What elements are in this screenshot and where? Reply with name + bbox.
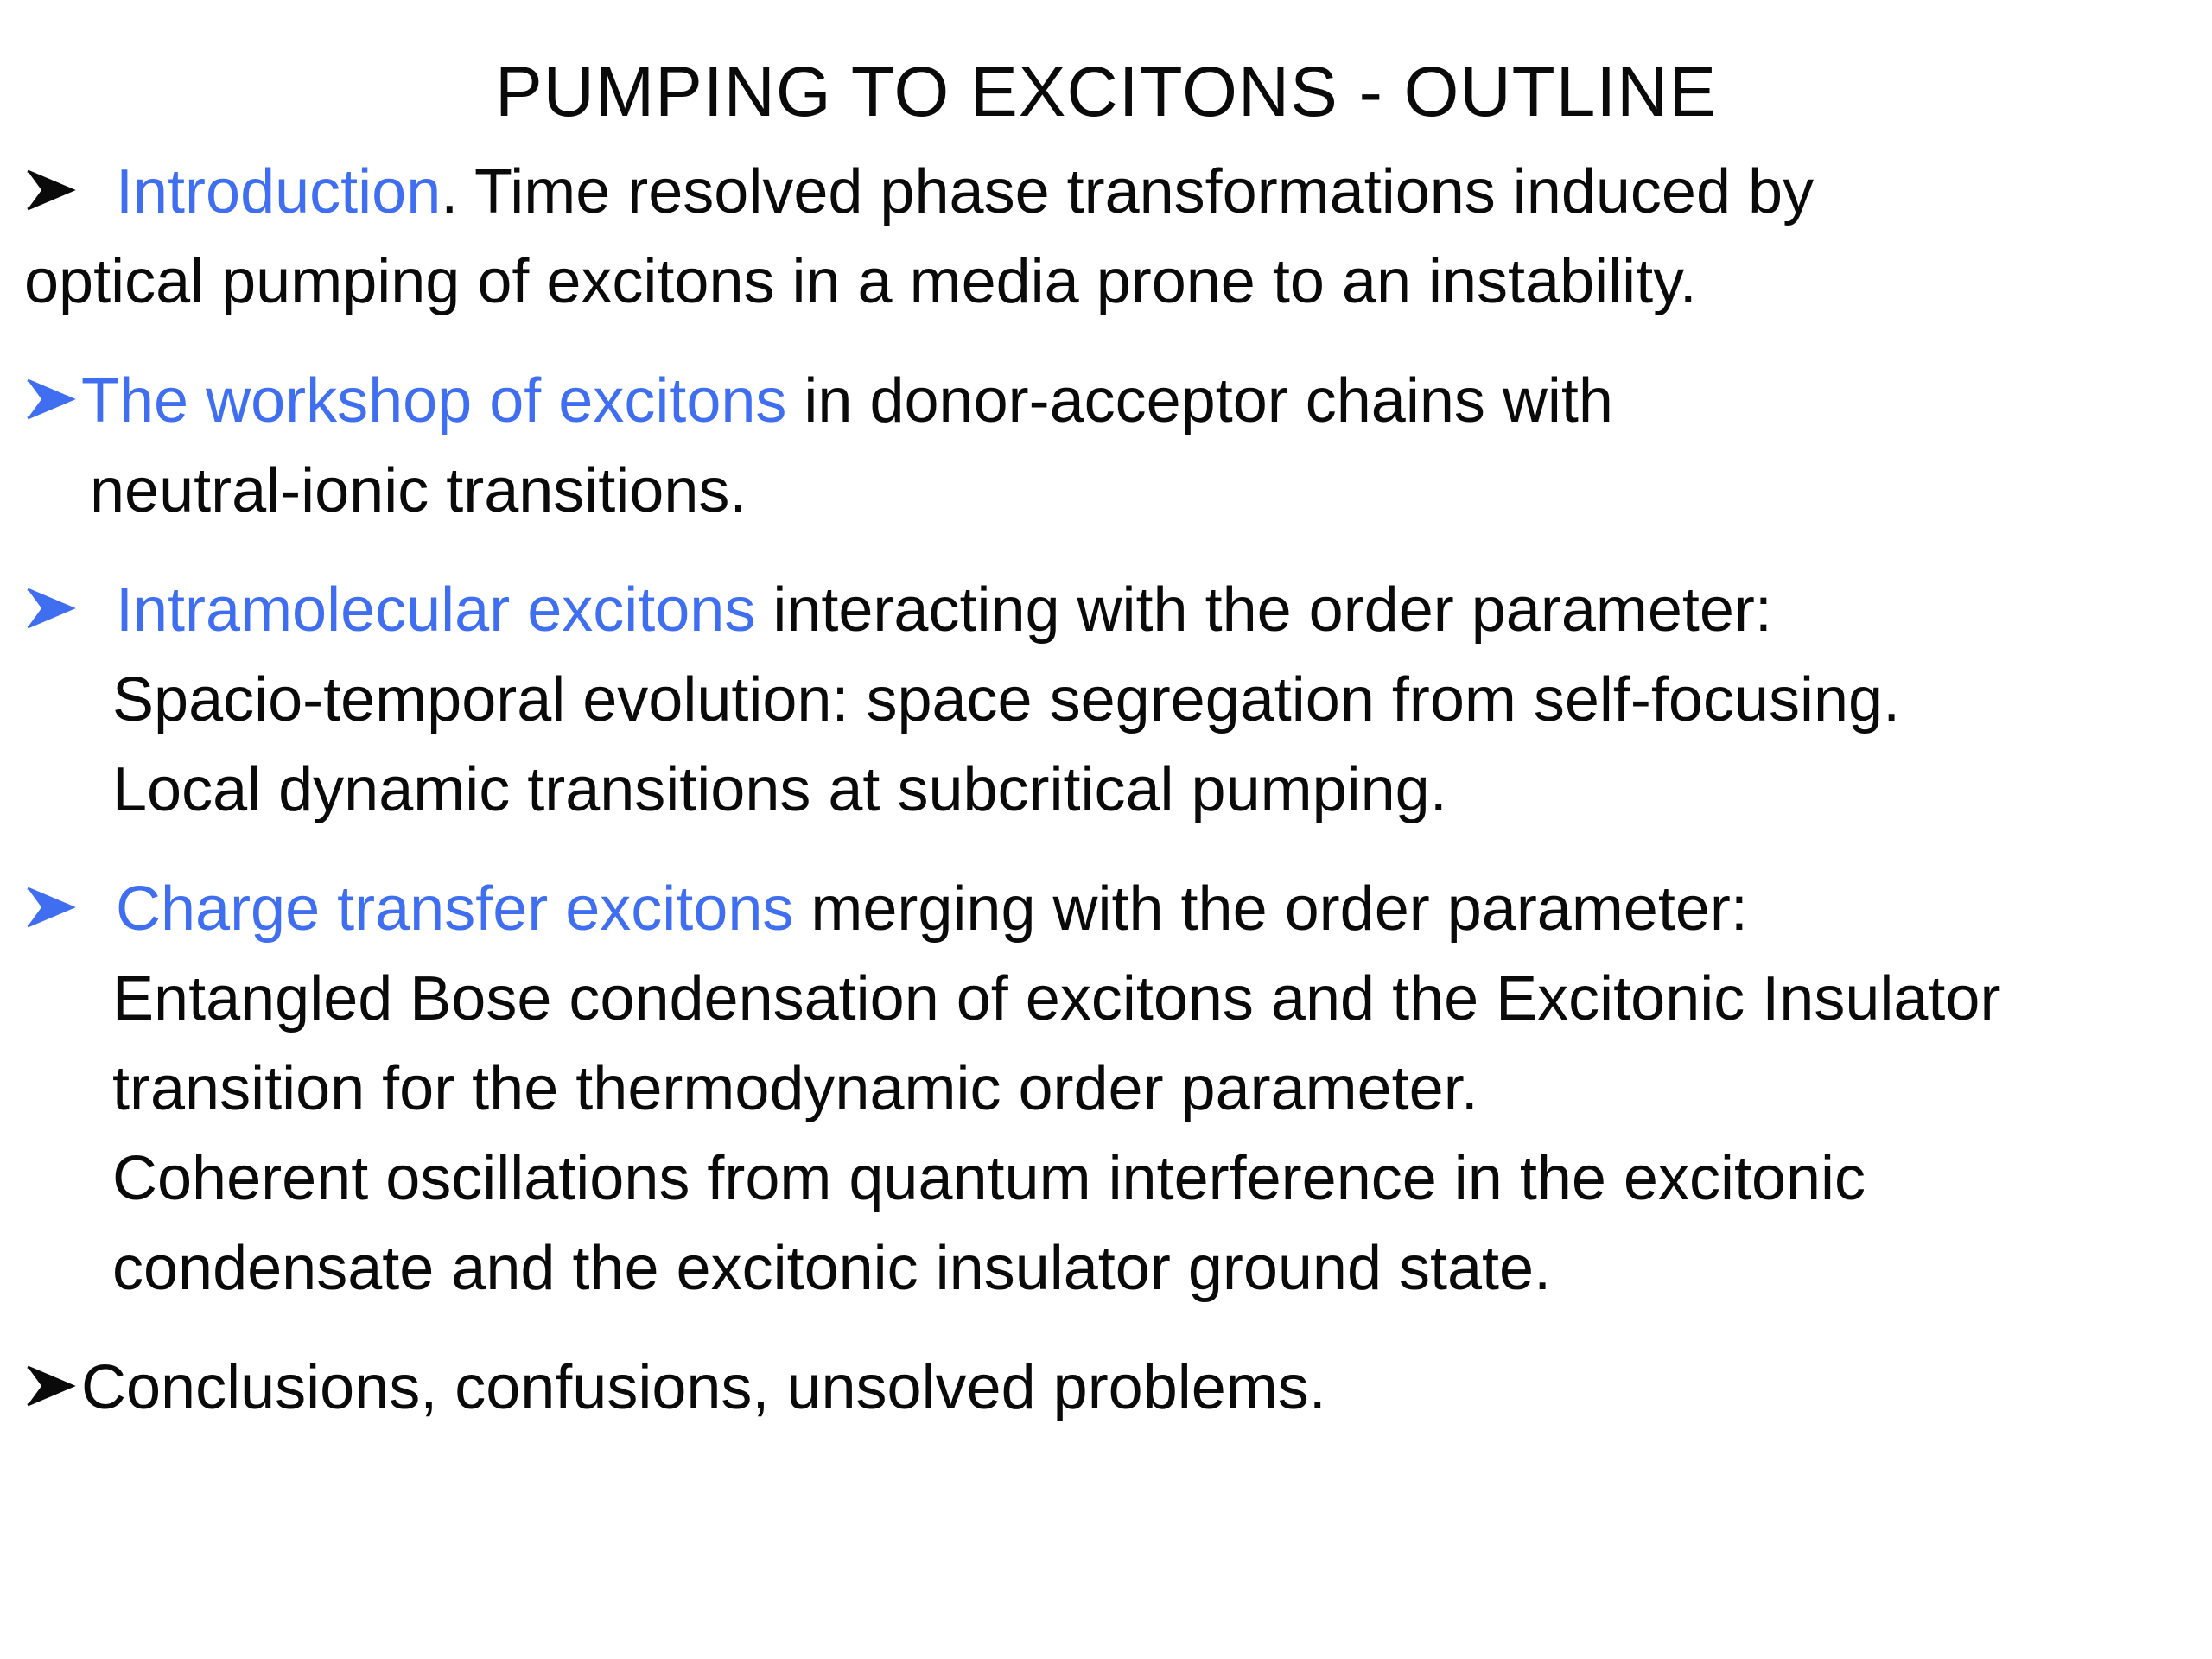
slide-title: PUMPING TO EXCITONS - OUTLINE	[494, 53, 1718, 131]
bullet-item-conclusions	[24, 1344, 1326, 1431]
item-continuation-line: Local dynamic transitions at subcritical pumping.	[112, 755, 1447, 824]
item-continuation-line: transition for the thermodynamic order parameter.	[112, 1054, 1478, 1123]
arrowhead-bullet-icon	[24, 1358, 81, 1414]
item-text: merging with the order parameter:	[793, 874, 1748, 944]
arrowhead-bullet-icon	[24, 162, 81, 218]
bullet-item-introduction	[24, 149, 1814, 235]
bullet-item-workshop	[24, 358, 1613, 444]
item-text: in donor-acceptor chains with	[786, 366, 1613, 435]
item-continuation-line: Spacio-temporal evolution: space segregation from self-focusing.	[112, 665, 1901, 734]
item-text: Conclusions, confusions, unsolved problems.	[81, 1353, 1326, 1422]
arrowhead-bullet-icon	[24, 581, 81, 636]
item-continuation-line: optical pumping of excitons in a media prone to an instability.	[24, 247, 1697, 316]
item-highlight: Intramolecular excitons	[116, 575, 756, 645]
item-continuation-line: condensate and the excitonic insulator ground state.	[112, 1234, 1552, 1303]
arrowhead-bullet-icon	[24, 880, 81, 935]
item-highlight: Charge transfer excitons	[116, 874, 794, 944]
item-highlight: The workshop of excitons	[81, 366, 787, 435]
item-continuation-line: Coherent oscillations from quantum interference in the excitonic	[112, 1144, 1866, 1213]
item-text: . Time resolved phase transformations induced by	[441, 157, 1815, 226]
item-continuation-line: neutral-ionic transitions.	[90, 456, 747, 525]
item-text: interacting with the order parameter:	[755, 575, 1772, 645]
bullet-item-charge-transfer	[24, 866, 1748, 952]
bullet-item-intramolecular	[24, 567, 1772, 653]
item-continuation-line: Entangled Bose condensation of excitons and the Excitonic Insulator	[112, 964, 2001, 1033]
item-highlight: Introduction	[116, 157, 442, 226]
arrowhead-bullet-icon	[24, 372, 81, 427]
